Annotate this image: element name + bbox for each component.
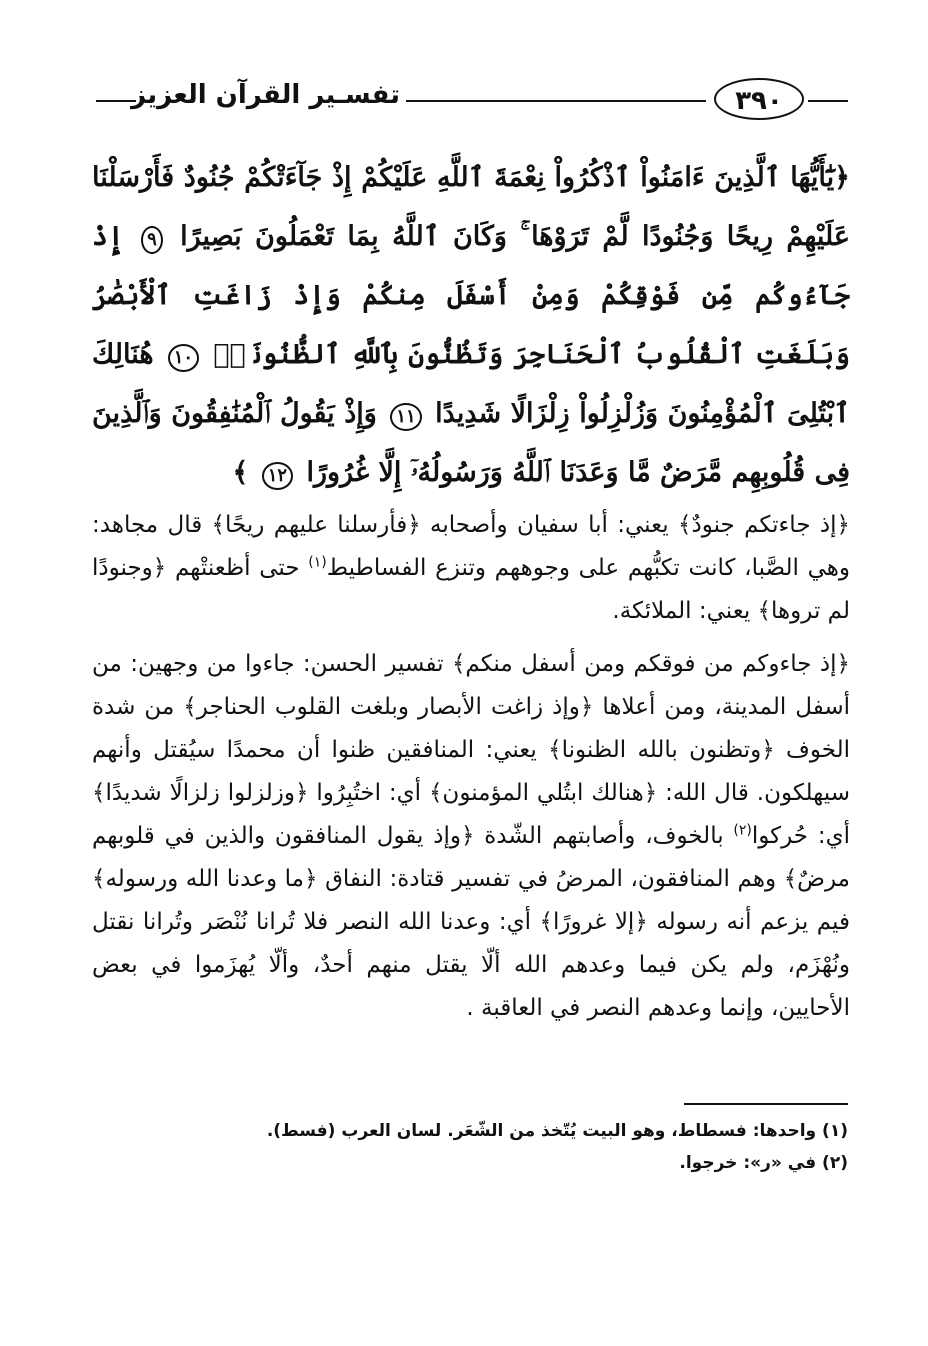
ayah-number-marker: ١٠ [168, 344, 199, 372]
verse-close-bracket: ﴾ [232, 457, 249, 488]
main-content [92, 148, 850, 1040]
header-rule-right [808, 100, 848, 102]
commentary-text: بالخوف، وأصابتهم الشّدة ﴿وإذ يقول المنافقون والذين في قلوبهم مرضٌ﴾ وهم المنافقون، المرضُ في تفسير قتادة: النفاق ﴿ما وعدنا الله ورسوله﴾ فيم يزعم أنه رسوله ﴿إلا غرورًا﴾ أي: وعدنا الله النصر فلا تُرانا نُنْصَر وتُرانا نقتل ونُهْزَم، ولم يكن فيما وعدهم الله ألّا يقتل منهم أحدٌ، وألّا يُهزَموا في بعض الأحايين، وإنما وعدهم النصر في العاقبة . [92, 823, 850, 1021]
ayah-number-marker: ١١ [390, 403, 421, 431]
footnote-reference-2[interactable]: (٢) [733, 822, 752, 839]
commentary-paragraph-1 [92, 504, 850, 633]
header-rule-left [96, 100, 136, 102]
footnote-separator [684, 1103, 848, 1105]
commentary-paragraph-2 [92, 643, 850, 1030]
header-rule-middle [406, 100, 706, 102]
footnote-2: (٢) في «ر»: خرجوا. [679, 1153, 848, 1173]
verse-line-5: ٱللَّهُ وَرَسُولُهُۥٓ إِلَّا غُرُورًا [306, 457, 551, 488]
verse-line-1: ﴿يَٰٓأَيُّهَا ٱلَّذِينَ ءَامَنُواْ ٱذْكُرُواْ نِعْمَةَ ٱللَّهِ عَلَيْكُمْ إِذْ جَآءَتْكُمْ جُنُودٌ فَأَرْسَلْنَا عَلَيْهِمْ رِيحًا وَجُنُودًا [92, 162, 851, 252]
ayah-number-marker: ٩ [141, 226, 163, 254]
commentary-text: ﴿إذ جاءوكم من فوقكم ومن أسفل منكم﴾ تفسير الحسن: جاءوا من وجهين: من أسفل المدينة، ومن أعلاها ﴿وإذ زاغت الأبصار وبلغت القلوب الحناجر﴾ من شدة الخوف ﴿وتظنون بالله الظنونا﴾ يعني: المنافقين ظنوا أن محمدًا سيُقتل وأنهم سيهلكون. قال الله: ﴿هنالك ابتُلي المؤمنون﴾ أي: اختُبِرُوا ﴿وزلزلوا زلزالًا شديدًا﴾ أي: حُركوا [92, 651, 850, 849]
verse-line-4: ٱلْمُؤْمِنُونَ وَزُلْزِلُواْ زِلْزَالًا شَدِيدًا [435, 398, 778, 429]
verse-line-3: وَإِذْ زَاغَتِ ٱلْأَبْصَٰرُ وَبَلَغَتِ ٱلْقُلُوبُ ٱلْحَنَاجِرَ وَتَظُنُّونَ بِٱللَّهِ ٱلظُّنُونَا۠ [92, 280, 850, 370]
commentary-text: حتى أظعنتْهم ﴿وجنودًا لم تروها﴾ يعني: الملائكة. [92, 555, 850, 624]
ayah-number-marker: ١٢ [262, 462, 293, 490]
quran-verse-block [92, 148, 850, 502]
commentary-text: ﴿إذ جاءتكم جنودٌ﴾ يعني: أبا سفيان وأصحابه ﴿فأرسلنا عليهم ريحًا﴾ قال مجاهد: وهي الصَّبا، كانت تكبُّهم على وجوههم وتنزع الفساطيط [92, 512, 850, 581]
verse-line-3b: هُنَالِكَ ٱبْتُلِىَ [92, 339, 851, 429]
footnote-reference-1[interactable]: (١) [308, 554, 327, 571]
verse-line-2b: إِذْ جَآءُوكُم مِّن فَوْقِكُمْ وَمِنْ أَسْفَلَ مِنكُمْ [92, 221, 851, 311]
footnotes [92, 1115, 848, 1179]
footnote-1: (١) واحدها: فسطاط، وهو البيت يُتّخذ من الشّعَر. لسان العرب (فسط). [266, 1121, 848, 1141]
page-header [96, 72, 866, 128]
running-title: تفسـير القرآن العزيز [131, 80, 400, 110]
page-number: ٣٩٠ [714, 78, 804, 120]
verse-line-4b: وَإِذْ يَقُولُ ٱلْمُنَٰفِقُونَ وَٱلَّذِينَ فِى قُلُوبِهِم مَّرَضٌ مَّا وَعَدَنَا [92, 398, 850, 488]
verse-line-2: لَّمْ تَرَوْهَا ۚ وَكَانَ ٱللَّهُ بِمَا تَعْمَلُونَ بَصِيرًا [180, 221, 629, 252]
